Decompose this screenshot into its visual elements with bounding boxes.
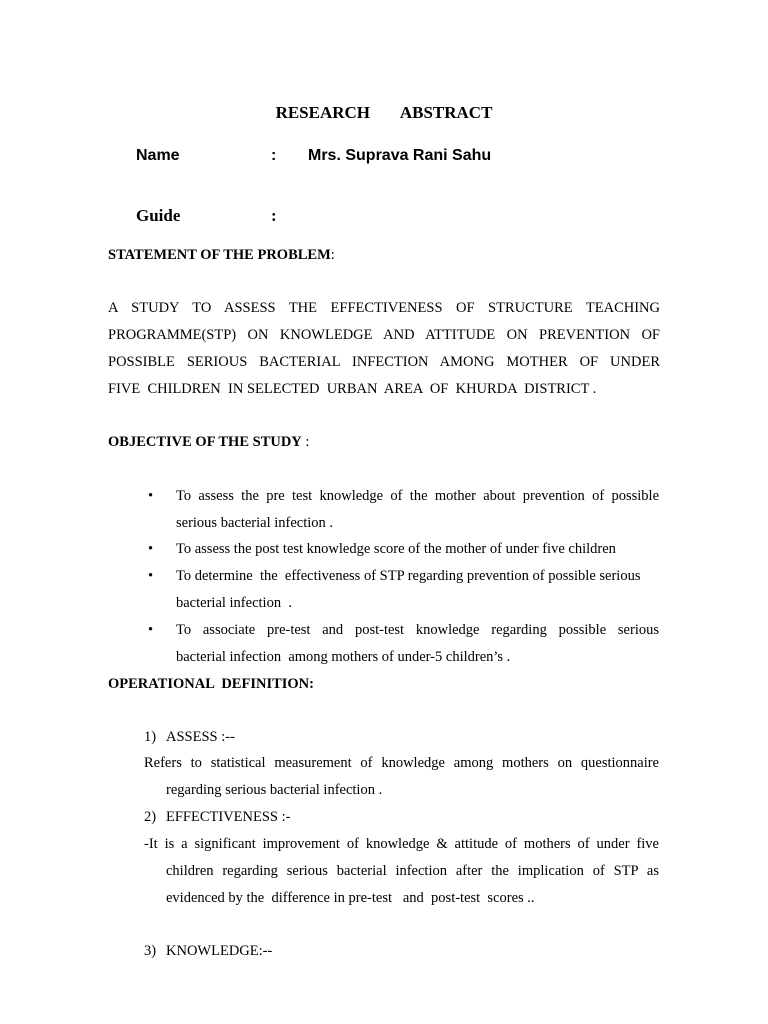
objective-item: To assess the post test knowledge score of the mother of under five children [176,541,616,557]
statement-heading [108,247,335,264]
definition-text-continuation: regarding serious bacterial infection . [166,782,383,798]
page-title: RESEARCH ABSTRACT [275,103,493,122]
definition-number: 2) [144,809,157,825]
objective-item-continuation: serious bacterial infection . [176,515,334,531]
bullet-icon: • [148,488,154,504]
statement-heading-text: STATEMENT OF THE PROBLEM [108,247,331,263]
guide-label: Guide [136,206,181,225]
statement-heading-suffix: : [330,247,335,263]
objective-heading-suffix: : [301,434,310,450]
definition-text-continuation: children regarding serious bacterial infection after the implication of STP as [166,863,659,879]
statement-line: FIVE CHILDREN IN SELECTED URBAN AREA OF KHURDA DISTRICT . [108,381,597,397]
definition-text: Refers to statistical measurement of knowledge among mothers on questionnaire [144,755,659,771]
definition-number: 3) [144,943,157,959]
name-colon: : [271,147,277,164]
bullet-icon: • [148,541,154,557]
definition-term: EFFECTIVENESS :- [166,809,291,825]
name-value: Mrs. Suprava Rani Sahu [308,147,492,164]
definition-text: -It is a significant improvement of knowledge & attitude of mothers of under five [144,836,659,852]
objective-item-continuation: bacterial infection among mothers of under-5 children’s . [176,649,511,665]
name-label: Name [136,147,180,164]
guide-colon: : [271,206,277,225]
definition-number: 1) [144,729,157,745]
bullet-icon: • [148,568,154,584]
definition-text-continuation: evidenced by the difference in pre-test and post-test scores .. [166,890,535,906]
objective-item: To assess the pre test knowledge of the mother about prevention of possible [176,488,659,504]
objective-heading-text: OBJECTIVE OF THE STUDY [108,434,302,450]
statement-line: PROGRAMME(STP) ON KNOWLEDGE AND ATTITUDE ON PREVENTION OF [108,327,660,343]
operational-heading: OPERATIONAL DEFINITION: [108,676,314,692]
objective-heading [108,434,309,451]
objective-item: To associate pre-test and post-test knowledge regarding possible serious [176,622,659,638]
objective-item: To determine the effectiveness of STP regarding prevention of possible serious [176,568,641,584]
statement-line: POSSIBLE SERIOUS BACTERIAL INFECTION AMONG MOTHER OF UNDER [108,354,660,370]
definition-term: KNOWLEDGE:-- [166,943,273,959]
objective-item-continuation: bacterial infection . [176,595,292,611]
bullet-icon: • [148,622,154,638]
definition-term: ASSESS :-- [166,729,235,745]
statement-line: A STUDY TO ASSESS THE EFFECTIVENESS OF STRUCTURE TEACHING [108,300,660,316]
